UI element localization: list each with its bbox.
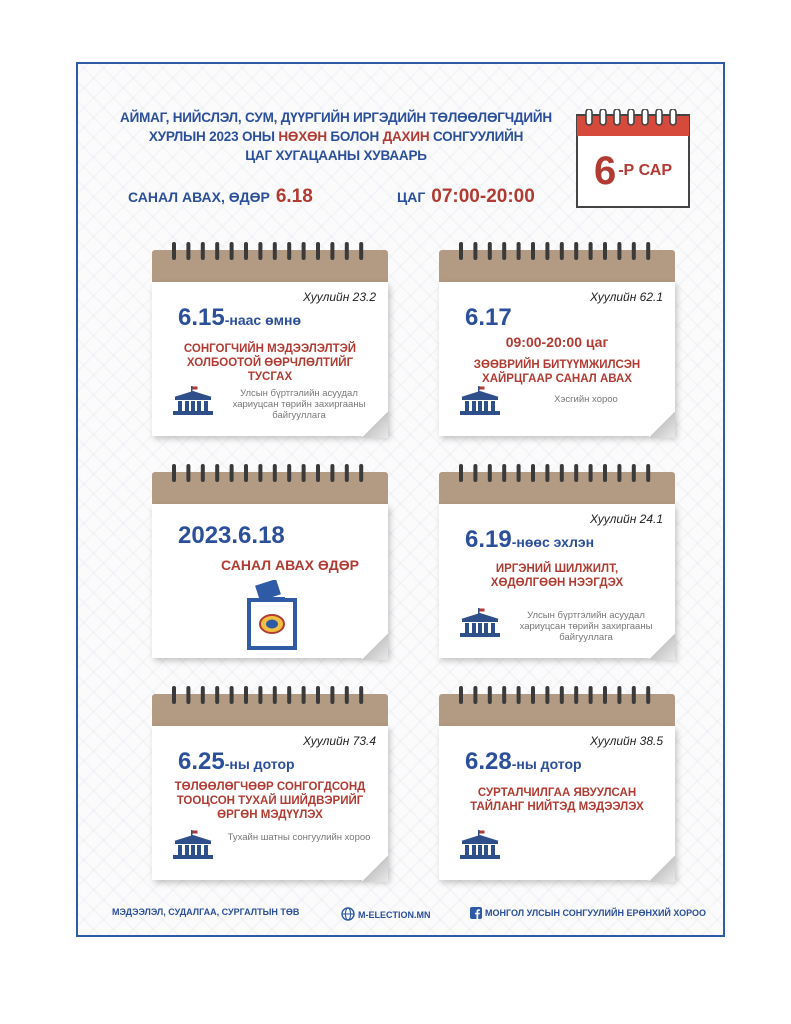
globe-icon	[341, 907, 355, 921]
footer-organization: МЭДЭЭЛЭЛ, СУДАЛГАА, СУРГАЛТЫН ТӨВ	[112, 907, 300, 917]
card-description: СУРТАЛЧИЛГАА ЯВУУЛСАН ТАЙЛАНГ НИЙТЭД МЭДЭЭЛЭХ	[470, 787, 644, 813]
government-building-icon	[457, 830, 503, 860]
card-date: 2023.6.18	[178, 522, 285, 549]
calendar-month: 6 -Р САР	[576, 136, 690, 208]
card-date: 6.25-ны дотор	[178, 748, 295, 775]
card-description: ТӨЛӨӨЛӨГЧӨӨР СОНГОГДСОНД ТООЦСОН ТУХАЙ ШИЙДВЭРИЙГ ӨРГӨН МЭДҮҮЛЭХ	[174, 781, 366, 821]
responsible-agency: Хэсгийн хороо	[457, 384, 657, 420]
responsible-agency: Тухайн шатны сонгуулийн хороо	[170, 828, 370, 864]
law-reference: Хуулийн 62.1	[589, 290, 663, 304]
card-date: 6.19-нөөс эхлэн	[465, 526, 595, 553]
schedule-card-6-15	[152, 240, 388, 438]
voting-day	[128, 186, 313, 208]
footer-website[interactable]: M-ELECTION.MN	[341, 907, 431, 921]
footer-facebook[interactable]: МОНГОЛ УЛСЫН СОНГУУЛИЙН ЕРӨНХИЙ ХОРОО	[470, 907, 706, 919]
card-description: ЗӨӨВРИЙН БИТҮҮМЖИЛСЭН ХАЙРЦГААР САНАЛ АВАХ	[473, 359, 641, 385]
binder-rings	[439, 462, 675, 486]
law-reference: Хуулийн 73.4	[302, 734, 376, 748]
binder-rings	[439, 240, 675, 264]
voting-day-value: 6.18	[275, 186, 313, 207]
ballot-box-icon	[247, 580, 297, 650]
schedule-card-6-17	[439, 240, 675, 438]
schedule-card-election-day	[152, 462, 388, 660]
calendar-icon	[576, 109, 690, 139]
card-description: САНАЛ АВАХ ӨДӨР	[221, 557, 359, 573]
binder-rings	[439, 684, 675, 708]
government-building-icon	[170, 830, 216, 860]
binder-rings	[152, 462, 388, 486]
schedule-card-6-19	[439, 462, 675, 660]
government-building-icon	[457, 386, 503, 416]
responsible-agency	[457, 828, 657, 864]
card-date: 6.28-ны дотор	[465, 748, 582, 775]
government-building-icon	[457, 608, 503, 638]
card-date: 6.15-наас өмнө	[178, 304, 302, 331]
law-reference: Хуулийн 23.2	[302, 290, 376, 304]
schedule-card-6-25	[152, 684, 388, 882]
responsible-agency: Улсын бүртгэлийн асуудал хариуцсан төрийн захиргааны байгууллага	[170, 384, 370, 420]
responsible-agency: Улсын бүртгэлийн асуудал хариуцсан төрийн захиргааны байгууллага	[457, 606, 657, 642]
binder-rings	[152, 240, 388, 264]
card-date: 6.17	[465, 304, 512, 331]
government-building-icon	[170, 386, 216, 416]
voting-hours-label: ЦАГ	[397, 189, 426, 205]
voting-day-label: САНАЛ АВАХ, ӨДӨР	[128, 189, 270, 205]
card-description: ИРГЭНИЙ ШИЛЖИЛТ, ХӨДӨЛГӨӨН НЭЭГДЭХ	[490, 563, 624, 589]
law-reference: Хуулийн 24.1	[589, 512, 663, 526]
page-title: АЙМАГ, НИЙСЛЭЛ, СУМ, ДҮҮРГИЙН ИРГЭДИЙН ТӨЛӨӨЛӨГЧДИЙН ХУРЛЫН 2023 ОНЫ НӨХӨН БОЛОН ДАХИН СОНГУУЛИЙН ЦАГ ХУГАЦААНЫ ХУВААРЬ	[120, 110, 552, 163]
law-reference: Хуулийн 38.5	[589, 734, 663, 748]
voting-hours	[397, 186, 535, 208]
schedule-card-6-28	[439, 684, 675, 882]
facebook-icon	[470, 907, 482, 919]
binder-rings	[152, 684, 388, 708]
voting-hours-value: 07:00-20:00	[431, 186, 535, 207]
card-time: 09:00-20:00 цаг	[505, 334, 609, 350]
card-description: СОНГОГЧИЙН МЭДЭЭЛЭЛТЭЙ ХОЛБООТОЙ ӨӨРЧЛӨЛТИЙГ ТУСГАХ	[183, 343, 357, 383]
